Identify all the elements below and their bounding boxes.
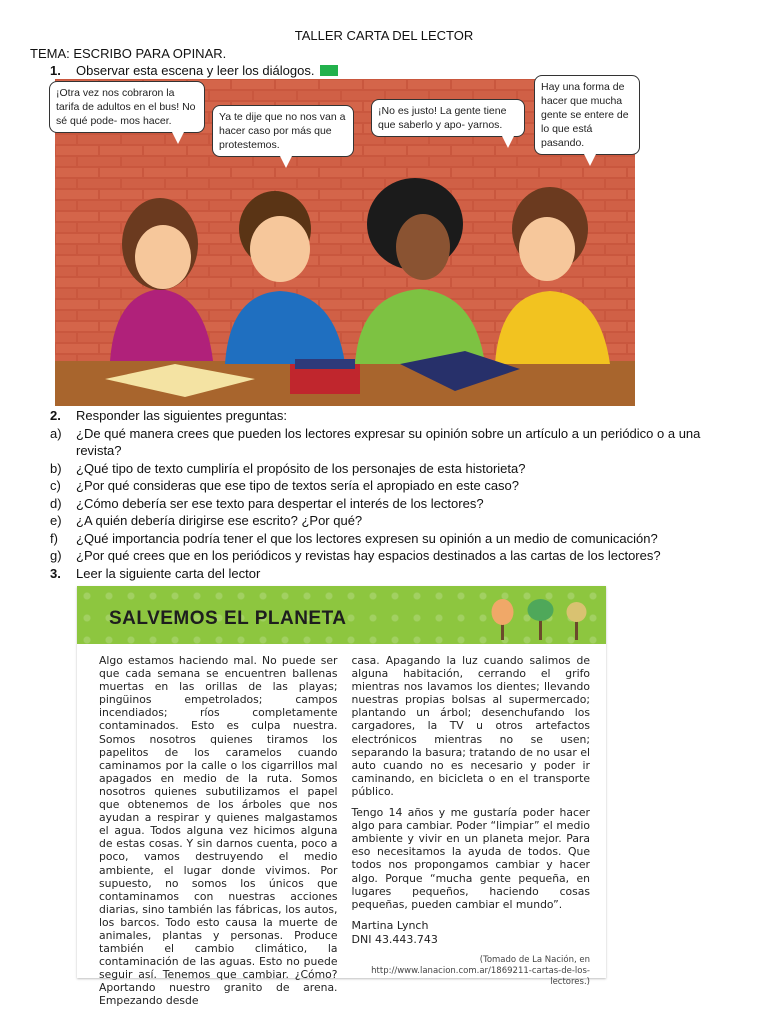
page-title: TALLER CARTA DEL LECTOR	[294, 28, 474, 43]
letter-title: SALVEMOS EL PLANETA	[109, 608, 347, 629]
question-text: ¿Qué tipo de texto cumpliría el propósito de los personajes de esta historieta?	[76, 460, 526, 476]
question-text: ¿Por qué consideras que ese tipo de textos sería el apropiado en este caso?	[76, 478, 520, 493]
letter-paragraph: Tengo 14 años y me gustaría poder hacer algo para cambiar. Poder “limpiar” el medio ambiente y vivir en un planeta mejor. Para eso necesitamos la ayuda de todos. Que todos nos propongamos cambiar y hacer algo. Porque “mucha gente pequeña, en lugares pequeños, haciendo cosas pequeñas, pueden cambiar el mundo”.	[351, 806, 590, 911]
letter-banner	[77, 586, 606, 644]
step-text: Leer la siguiente carta del lector	[76, 565, 261, 581]
question-label: f)	[50, 530, 58, 546]
question-item	[50, 512, 730, 530]
question-text: ¿Por qué crees que en los periódicos y revistas hay espacios destinados a las cartas de los lectores?	[76, 548, 661, 563]
questions-section	[50, 407, 730, 582]
step-2	[50, 407, 730, 425]
question-label: e)	[50, 513, 62, 528]
question-item	[50, 530, 730, 548]
letter-paragraph: Algo estamos haciendo mal. No puede ser que cada semana se encuentren ballenas muertas en las orillas de las playas; pingüinos empetrolados; campos incendiados; ríos completamente contaminados. Esto es culpa nuestra. Somos nosotros quienes tiramos los papelitos de los caramelos cuando caminamos por la calle o los cigarrillos mal apagados en medio de la ruta. Somos nosotros quienes subutilizamos el papel que obtenemos de los árboles que nos ayudan a respirar y quienes malgastamos el agua. Todos alguna vez hicimos alguna de estas cosas. Y sin darnos cuenta, poco a poco, vamos destruyendo el medio ambiente, el lugar donde vivimos. Por supuesto, no somos los únicos que contaminamos con nuestras acciones diarias, sino también las fábricas, los autos, los barcos. Todo esto causa la muerte de animales, plantas y personas. Produce también el cambio climático, la contaminación de las aguas. Esto no puede seguir así. Tenemos que cambiar. ¿Cómo? Aportando nuestro granito de arena. Empezando desde	[99, 654, 338, 1008]
trees-icon	[489, 596, 599, 640]
question-label: g)	[50, 548, 62, 563]
question-item	[50, 495, 730, 513]
question-item	[50, 460, 730, 478]
green-marker-icon	[320, 65, 338, 76]
question-text: ¿Qué importancia podría tener el que los lectores expresen su opinión a un medio de comunicación?	[76, 530, 658, 546]
question-label: d)	[50, 495, 62, 511]
speech-bubble-1: ¡Otra vez nos cobraron la tarifa de adultos en el bus! No sé qué pode- mos hacer.	[49, 81, 205, 133]
question-item	[50, 477, 730, 495]
step-1	[50, 63, 338, 78]
letter-column-1	[99, 654, 338, 1016]
question-label: b)	[50, 460, 62, 476]
topic-heading: TEMA: ESCRIBO PARA OPINAR.	[30, 46, 227, 61]
letter-source: (Tomado de La Nación, en http://www.lanacion.com.ar/1869211-cartas-de-los-lectores.)	[371, 954, 590, 987]
step-3	[50, 565, 730, 583]
speech-bubble-4: Hay una forma de hacer que mucha gente se entere de lo que está pasando.	[534, 75, 640, 155]
speech-bubble-2: Ya te dije que no nos van a hacer caso por más que protestemos.	[212, 105, 354, 157]
comic-scene-image	[55, 79, 635, 406]
step-number: 3.	[50, 565, 61, 581]
step-text: Responder las siguientes preguntas:	[76, 408, 288, 423]
speech-bubble-3: ¡No es justo! La gente tiene que saberlo y apo- yarnos.	[371, 99, 525, 137]
question-text: ¿A quién debería dirigirse ese escrito? ¿Por qué?	[76, 513, 363, 528]
letter-body	[77, 644, 606, 1016]
step-text: Observar esta escena y leer los diálogos.	[76, 63, 338, 78]
letter-dni: DNI 43.443.743	[351, 932, 438, 946]
question-label: c)	[50, 478, 61, 493]
letter-author: Martina Lynch	[351, 918, 429, 932]
question-item	[50, 425, 730, 460]
question-text: ¿Cómo debería ser ese texto para despertar el interés de los lectores?	[76, 495, 484, 511]
question-item	[50, 547, 730, 565]
question-label: a)	[50, 425, 62, 441]
letter-paragraph: casa. Apagando la luz cuando salimos de alguna habitación, cerrando el grifo mientras nos lavamos los dientes; llevando nuestras propias bolsas al supermercado; plantando un árbol; desenchufando los cargadores, la TV u otros artefactos electrónicos mientras no se usen; separando la basura; tratando de no usar el auto cuando no es necesario y poder ir caminando, en bicicleta o en el transporte público.	[351, 654, 590, 798]
question-text: ¿De qué manera crees que pueden los lectores expresar su opinión sobre un artículo a un periódico o a una revista?	[76, 425, 701, 458]
step-number: 1.	[50, 63, 61, 78]
letter-column-2	[352, 654, 591, 1016]
step-number: 2.	[50, 408, 61, 423]
reader-letter	[77, 586, 606, 1008]
